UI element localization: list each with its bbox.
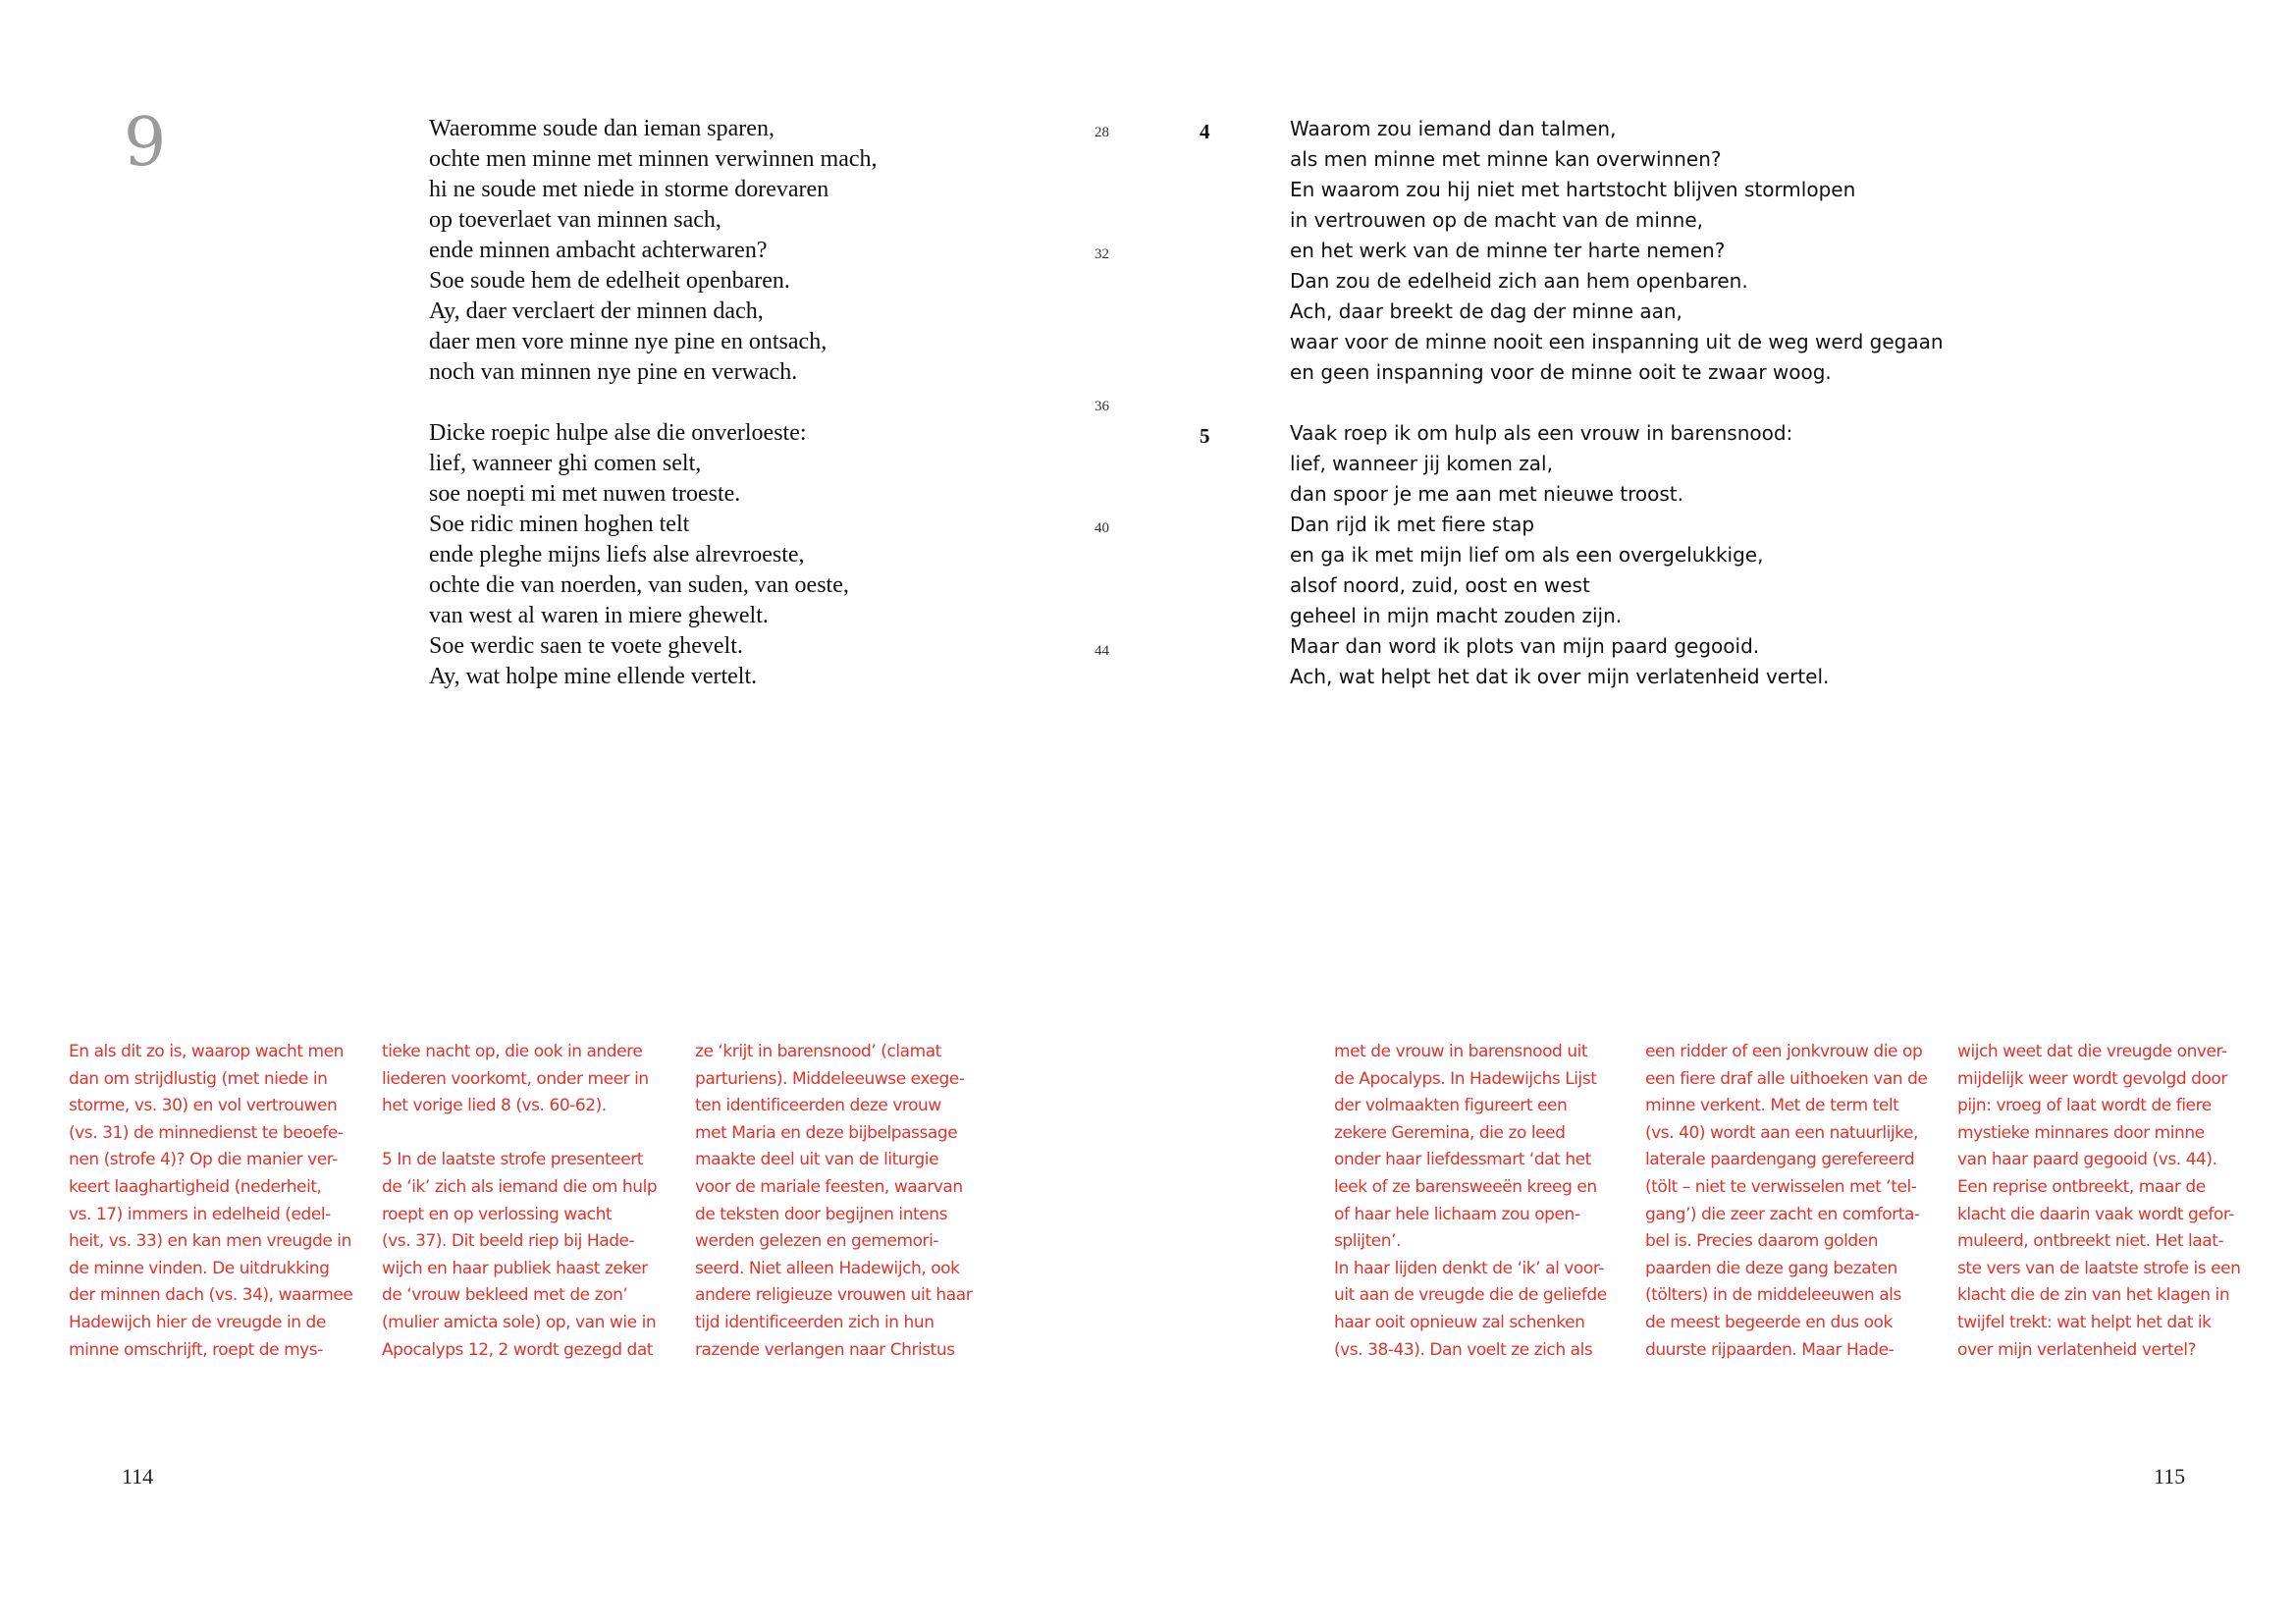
stanza-number: 4 <box>1200 120 1210 143</box>
note-line: (vs. 40) wordt aan een natuurlijke, <box>1645 1122 1918 1143</box>
poem-line: lief, wanneer ghi comen selt, <box>429 451 702 476</box>
note-line: van haar paard gegooid (vs. 44). <box>1957 1150 2217 1170</box>
note-line: of haar hele lichaam zou open- <box>1334 1204 1580 1224</box>
note-line: ze ‘krijt in barensnood’ (clamat <box>695 1042 941 1061</box>
note-line: keert laaghartigheid (nederheit, <box>69 1176 322 1197</box>
note-line: storme, vs. 30) en vol vertrouwen <box>69 1096 338 1116</box>
note-line: (vs. 38-43). Dan voelt ze zich als <box>1334 1339 1593 1360</box>
commentary-column <box>1334 1039 1609 1364</box>
translation-line: Ach, wat helpt het dat ik over mijn verlatenheid vertel. <box>1290 665 1830 688</box>
line-number: 40 <box>1095 520 1109 536</box>
translation-line: lief, wanneer jij komen zal, <box>1290 452 1553 475</box>
commentary-column <box>1957 1039 2241 1364</box>
note-line: roept en op verlossing wacht <box>382 1204 613 1224</box>
translation-line: alsof noord, zuid, oost en west <box>1290 573 1590 597</box>
line-number: 36 <box>1095 399 1109 414</box>
middle-dutch-stanza <box>429 114 878 388</box>
note-line: wijch en haar publiek haast zeker <box>382 1258 648 1278</box>
note-line: werden gelezen en gememori- <box>695 1231 939 1252</box>
poem-line: soe noepti mi met nuwen troeste. <box>429 481 741 507</box>
translation-line: Maar dan word ik plots van mijn paard gegooid. <box>1290 634 1760 658</box>
translation-line: Ach, daar breekt de dag der minne aan, <box>1290 299 1682 323</box>
poem-line: Soe werdic saen te voete ghevelt. <box>429 633 743 659</box>
note-line: (tölt – niet te verwisselen met ‘tel- <box>1645 1176 1917 1197</box>
translation-line: in vertrouwen op de macht van de minne, <box>1290 208 1703 232</box>
commentary-column <box>382 1039 657 1364</box>
line-number: 28 <box>1095 125 1109 140</box>
note-line: laterale paardengang gerefereerd <box>1645 1150 1915 1170</box>
note-line: wijch weet dat die vreugde onver- <box>1957 1042 2227 1061</box>
translation-line: als men minne met minne kan overwinnen? <box>1290 147 1722 171</box>
poem-line: Dicke roepic hulpe alse die onverloeste: <box>429 420 807 446</box>
middle-dutch-stanza <box>429 418 878 692</box>
note-line: En als dit zo is, waarop wacht men <box>69 1042 344 1061</box>
note-line: minne verkent. Met de term telt <box>1645 1096 1899 1116</box>
note-line: liederen voorkomt, onder meer in <box>382 1068 649 1089</box>
note-line: de meest begeerde en dus ook <box>1645 1312 1893 1332</box>
line-number: 32 <box>1095 246 1109 262</box>
note-line: ste vers van de laatste strofe is een <box>1957 1258 2241 1278</box>
translation-line: geheel in mijn macht zouden zijn. <box>1290 604 1623 627</box>
translation-line: Dan rijd ik met fiere stap <box>1290 513 1535 536</box>
note-line: twijfel trekt: wat helpt het dat ik <box>1957 1312 2212 1332</box>
note-line: muleerd, ontbreekt niet. Het laat- <box>1957 1231 2224 1252</box>
note-line: mystieke minnares door minne <box>1957 1122 2205 1143</box>
note-line: klacht die daarin vaak wordt gefor- <box>1957 1204 2234 1224</box>
translation-line: en geen inspanning voor de minne ooit te zwaar woog. <box>1290 360 1832 384</box>
note-line: de minne vinden. De uitdrukking <box>69 1258 330 1278</box>
note-line: minne omschrijft, roept de mys- <box>69 1339 323 1360</box>
note-line: ten identificeerden deze vrouw <box>695 1096 941 1116</box>
note-line: vs. 17) immers in edelheid (edel- <box>69 1204 331 1224</box>
translation-line: En waarom zou hij niet met hartstocht blijven stormlopen <box>1290 178 1856 201</box>
translation-line: Vaak roep ik om hulp als een vrouw in barensnood: <box>1290 421 1793 445</box>
note-line: In haar lijden denkt de ‘ik’ al voor- <box>1334 1258 1604 1278</box>
note-line: (vs. 37). Dit beeld riep bij Hade- <box>382 1231 635 1252</box>
note-line: de ‘vrouw bekleed met de zon’ <box>382 1285 628 1306</box>
line-number: 44 <box>1095 643 1109 659</box>
note-line: met de vrouw in barensnood uit <box>1334 1042 1588 1061</box>
song-number: 9 <box>124 104 167 182</box>
note-line: met Maria en deze bijbelpassage <box>695 1122 958 1143</box>
note-line: gang’) die zeer zacht en comforta- <box>1645 1204 1920 1224</box>
note-line: paarden die deze gang bezaten <box>1645 1258 1897 1278</box>
poem-line: noch van minnen nye pine en verwach. <box>429 359 798 385</box>
poem-line: Soe soude hem de edelheit openbaren. <box>429 268 790 294</box>
commentary-column <box>695 1039 973 1364</box>
note-line: het vorige lied 8 (vs. 60-62). <box>382 1096 607 1116</box>
note-line: nen (strofe 4)? Op die manier ver- <box>69 1150 338 1170</box>
note-line: uit aan de vreugde die de geliefde <box>1334 1285 1607 1306</box>
note-line: andere religieuze vrouwen uit haar <box>695 1285 973 1306</box>
note-line: tieke nacht op, die ook in andere <box>382 1042 643 1061</box>
note-line: parturiens). Middeleeuwse exege- <box>695 1068 965 1089</box>
modern-dutch-translation <box>1290 114 1944 723</box>
poem-line: van west al waren in miere ghewelt. <box>429 603 769 628</box>
note-line: (tölters) in de middeleeuwen als <box>1645 1285 1901 1306</box>
page-number-right: 115 <box>2154 1464 2186 1489</box>
note-line: maakte deel uit van de liturgie <box>695 1150 939 1170</box>
note-line: pijn: vroeg of laat wordt de fiere <box>1957 1096 2212 1116</box>
commentary-column <box>69 1039 353 1364</box>
note-line: de teksten door begijnen intens <box>695 1204 947 1224</box>
poem-line: daer men vore minne nye pine en ontsach, <box>429 329 828 354</box>
poem-line: op toeverlaet van minnen sach, <box>429 207 721 233</box>
note-line: der volmaakten figureert een <box>1334 1096 1568 1116</box>
translation-line: waar voor de minne nooit een inspanning uit de weg werd gegaan <box>1290 330 1944 353</box>
poem-line: Waeromme soude dan ieman sparen, <box>429 116 774 141</box>
note-line: duurste rijpaarden. Maar Hade- <box>1645 1339 1895 1360</box>
note-line: voor de mariale feesten, waarvan <box>695 1176 963 1197</box>
note-line: onder haar liefdessmart ‘dat het <box>1334 1150 1591 1170</box>
note-line: razende verlangen naar Christus <box>695 1339 955 1360</box>
note-line: mijdelijk weer wordt gevolgd door <box>1957 1068 2227 1089</box>
note-line: splijten’. <box>1334 1231 1402 1252</box>
note-line: haar ooit opnieuw zal schenken <box>1334 1312 1585 1332</box>
translation-stanza <box>1290 114 1944 388</box>
note-spacer <box>382 1120 657 1148</box>
note-line: een ridder of een jonkvrouw die op <box>1645 1042 1923 1061</box>
page-number-left: 114 <box>122 1464 154 1489</box>
note-line: Apocalyps 12, 2 wordt gezegd dat <box>382 1339 654 1360</box>
translation-line: Waarom zou iemand dan talmen, <box>1290 117 1617 140</box>
translation-line: Dan zou de edelheid zich aan hem openbaren. <box>1290 269 1748 293</box>
poem-line: ende pleghe mijns liefs alse alrevroeste, <box>429 542 805 568</box>
translation-stanza <box>1290 418 1944 692</box>
poem-line: hi ne soude met niede in storme dorevaren <box>429 177 829 202</box>
note-line: (vs. 31) de minnedienst te beoefe- <box>69 1122 344 1143</box>
stanza-number: 5 <box>1200 424 1210 448</box>
note-line: dan om strijdlustig (met niede in <box>69 1068 328 1089</box>
poem-line: Ay, wat holpe mine ellende vertelt. <box>429 664 758 689</box>
translation-line: en ga ik met mijn lief om als een overgelukkige, <box>1290 543 1764 567</box>
note-line: seerd. Niet alleen Hadewijch, ook <box>695 1258 960 1278</box>
note-line: (mulier amicta sole) op, van wie in <box>382 1312 657 1332</box>
note-line: heit, vs. 33) en kan men vreugde in <box>69 1231 351 1252</box>
note-line: der minnen dach (vs. 34), waarmee <box>69 1285 353 1306</box>
translation-line: dan spoor je me aan met nieuwe troost. <box>1290 482 1683 506</box>
note-line: leek of ze barensweeën kreeg en <box>1334 1176 1597 1197</box>
middle-dutch-poem <box>429 114 878 723</box>
note-line: klacht die de zin van het klagen in <box>1957 1285 2230 1306</box>
note-line: de ‘ik’ zich als iemand die om hulp <box>382 1176 658 1197</box>
note-line: over mijn verlatenheid vertel? <box>1957 1339 2197 1360</box>
note-line: 5 In de laatste strofe presenteert <box>382 1150 643 1170</box>
note-line: Een reprise ontbreekt, maar de <box>1957 1176 2206 1197</box>
poem-line: ende minnen ambacht achterwaren? <box>429 238 768 263</box>
note-line: de Apocalyps. In Hadewijchs Lijst <box>1334 1068 1597 1089</box>
note-line: tijd identificeerden zich in hun <box>695 1312 934 1332</box>
poem-line: Soe ridic minen hoghen telt <box>429 512 690 537</box>
note-line: een fiere draf alle uithoeken van de <box>1645 1068 1928 1089</box>
commentary-column <box>1645 1039 1928 1364</box>
poem-line: Ay, daer verclaert der minnen dach, <box>429 298 764 324</box>
note-line: bel is. Precies daarom golden <box>1645 1231 1879 1252</box>
poem-line: ochte die van noerden, van suden, van oeste, <box>429 572 849 598</box>
note-line: Hadewijch hier de vreugde in de <box>69 1312 326 1332</box>
poem-line: ochte men minne met minnen verwinnen mach, <box>429 146 878 172</box>
translation-line: en het werk van de minne ter harte nemen? <box>1290 239 1726 262</box>
note-line: zekere Geremina, die zo leed <box>1334 1122 1566 1143</box>
